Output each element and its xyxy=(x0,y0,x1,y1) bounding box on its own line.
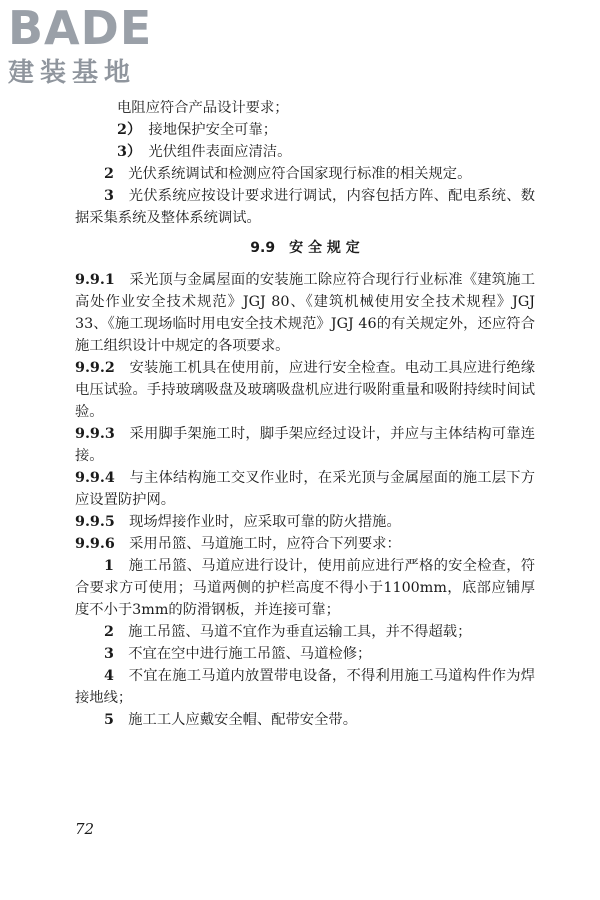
clause-number: 5 xyxy=(104,712,129,728)
clause-text: 采光顶与金属屋面的安装施工除应符合现行行业标准《建筑施工高处作业安全技术规范》JGJ 80、《建筑机械使用安全技术规程》JGJ 33、《施工现场临时用电安全技术规范》JGJ 46的有关规定外，还应符合施工组织设计中规定的各项要求。 xyxy=(75,272,535,354)
clause-text: 采用脚手架施工时，脚手架应经过设计，并应与主体结构可靠连接。 xyxy=(75,426,535,464)
paragraph xyxy=(75,709,535,731)
clause-number: 2） xyxy=(117,122,149,138)
section-title: 9.9 安 全 规 定 xyxy=(250,240,360,256)
clause-text: 光伏组件表面应清洁。 xyxy=(148,144,292,160)
paragraph xyxy=(75,423,535,467)
clause-text: 电阻应符合产品设计要求； xyxy=(117,100,289,116)
paragraph xyxy=(75,643,535,665)
continued-list xyxy=(75,97,535,229)
paragraph xyxy=(75,269,535,357)
clause-number: 9.9.6 xyxy=(75,536,130,552)
paragraph xyxy=(75,141,535,163)
paragraph xyxy=(75,119,535,141)
paragraph xyxy=(75,357,535,423)
clause-text: 现场焊接作业时，应采取可靠的防火措施。 xyxy=(129,514,401,530)
clause-number: 3 xyxy=(104,646,129,662)
clause-text: 不宜在施工马道内放置带电设备，不得利用施工马道构件作为焊接地线； xyxy=(75,668,536,706)
clause-number: 9.9.1 xyxy=(75,272,130,288)
clause-text: 施工吊篮、马道应进行设计，使用前应进行严格的安全检查，符合要求方可使用；马道两侧的护栏高度不得小于1100mm，底部应铺厚度不小于3mm的防滑钢板，并连接可靠； xyxy=(75,558,536,618)
clause-text: 施工工人应戴安全帽、配带安全带。 xyxy=(128,712,357,728)
clause-number: 9.9.4 xyxy=(75,470,130,486)
clause-number: 4 xyxy=(104,668,129,684)
paragraph xyxy=(75,467,535,511)
clause-list xyxy=(75,269,535,731)
logo-subtitle: 建装基地 xyxy=(8,58,137,88)
clause-number: 9.9.5 xyxy=(75,514,130,530)
logo-wordmark: BADE xyxy=(8,1,153,55)
paragraph xyxy=(75,97,535,119)
logo xyxy=(8,2,152,88)
clause-text: 安装施工机具在使用前，应进行安全检查。电动工具应进行绝缘电压试验。手持玻璃吸盘及玻璃吸盘机应进行吸附重量和吸附持续时间试验。 xyxy=(75,360,535,420)
clause-number: 3） xyxy=(117,144,149,160)
paragraph xyxy=(75,533,535,555)
clause-text: 不宜在空中进行施工吊篮、马道检修； xyxy=(128,646,372,662)
clause-number: 9.9.2 xyxy=(75,360,130,376)
paragraph xyxy=(75,665,535,709)
paragraph xyxy=(75,555,535,621)
page-number: 72 xyxy=(75,820,95,838)
paragraph xyxy=(75,185,535,229)
clause-text: 光伏系统应按设计要求进行调试，内容包括方阵、配电系统、数据采集系统及整体系统调试。 xyxy=(75,188,536,226)
body-text xyxy=(75,97,535,731)
clause-number: 9.9.3 xyxy=(75,426,130,442)
clause-number: 2 xyxy=(104,166,129,182)
clause-text: 施工吊篮、马道不宜作为垂直运输工具，并不得超载； xyxy=(128,624,472,640)
paragraph xyxy=(75,163,535,185)
paragraph xyxy=(75,621,535,643)
clause-text: 光伏系统调试和检测应符合国家现行标准的相关规定。 xyxy=(128,166,472,182)
clause-number: 2 xyxy=(104,624,129,640)
clause-text: 接地保护安全可靠； xyxy=(148,122,278,138)
paragraph xyxy=(75,511,535,533)
clause-number: 1 xyxy=(104,558,129,574)
clause-number: 3 xyxy=(104,188,129,204)
clause-text: 采用吊篮、马道施工时，应符合下列要求： xyxy=(129,536,401,552)
clause-text: 与主体结构施工交叉作业时，在采光顶与金属屋面的施工层下方应设置防护网。 xyxy=(75,470,535,508)
